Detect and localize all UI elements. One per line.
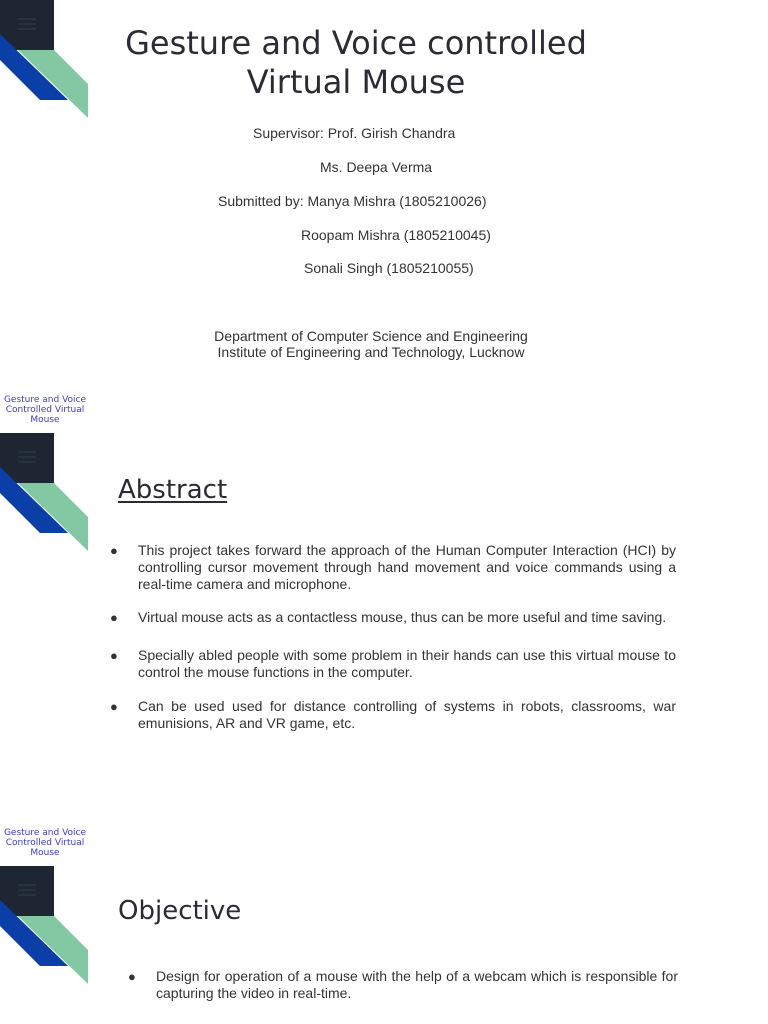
- bullet-text: This project takes forward the approach of the Human Computer Interaction (HCI) by controlling cursor movement through hand movement and voice commands using a real-time camera and microphone.: [138, 542, 676, 592]
- supervisor-line-2: Ms. Deepa Verma: [320, 159, 433, 175]
- list-item: [110, 647, 676, 681]
- department-line: Department of Computer Science and Engineering: [214, 328, 528, 344]
- bullet-text: Design for operation of a mouse with the help of a webcam which is responsible for capturing the video in real-time.: [156, 968, 678, 1001]
- affiliation: [170, 328, 572, 360]
- corner-decoration: [0, 433, 90, 553]
- list-item: [128, 968, 678, 1002]
- bullet-icon: ●: [110, 610, 118, 625]
- bullet-text: Specially abled people with some problem in their hands can use this virtual mouse to control the mouse functions in the computer.: [138, 647, 676, 680]
- bullet-icon: ●: [110, 648, 118, 663]
- corner-decoration: [0, 866, 90, 986]
- corner-decoration: [0, 0, 90, 120]
- title-line-1: Gesture and Voice controlled: [125, 24, 587, 62]
- list-item: [110, 542, 676, 593]
- member-line-2: Roopam Mishra (1805210045): [301, 227, 491, 243]
- bullet-icon: ●: [110, 543, 118, 558]
- supervisor-line: Supervisor: Prof. Girish Chandra: [253, 125, 456, 141]
- member-line-3: Sonali Singh (1805210055): [304, 260, 474, 276]
- bullet-text: Virtual mouse acts as a contactless mouse, thus can be more useful and time saving.: [138, 609, 667, 625]
- objective-bullets: [128, 968, 678, 1002]
- slide-title: [100, 24, 612, 102]
- abstract-heading: Abstract: [118, 475, 228, 505]
- title-slide: [0, 0, 768, 433]
- bullet-text: Can be used used for distance controlling of systems in robots, classrooms, war emunisions, AR and VR game, etc.: [138, 698, 676, 731]
- objective-slide: [0, 866, 768, 1024]
- slide-footer: Gesture and Voice Controlled Virtual Mouse: [3, 395, 87, 425]
- objective-heading: Objective: [118, 896, 242, 926]
- abstract-slide: [0, 433, 768, 866]
- bullet-icon: ●: [110, 699, 118, 714]
- slide-footer: Gesture and Voice Controlled Virtual Mouse: [3, 828, 87, 858]
- bullet-icon: ●: [128, 969, 136, 984]
- abstract-bullets: [110, 542, 676, 732]
- title-line-2: Virtual Mouse: [246, 63, 466, 101]
- submitted-by-line: Submitted by: Manya Mishra (1805210026): [218, 193, 487, 209]
- institute-line: Institute of Engineering and Technology, Lucknow: [217, 344, 525, 360]
- list-item: [110, 609, 676, 626]
- list-item: [110, 698, 676, 732]
